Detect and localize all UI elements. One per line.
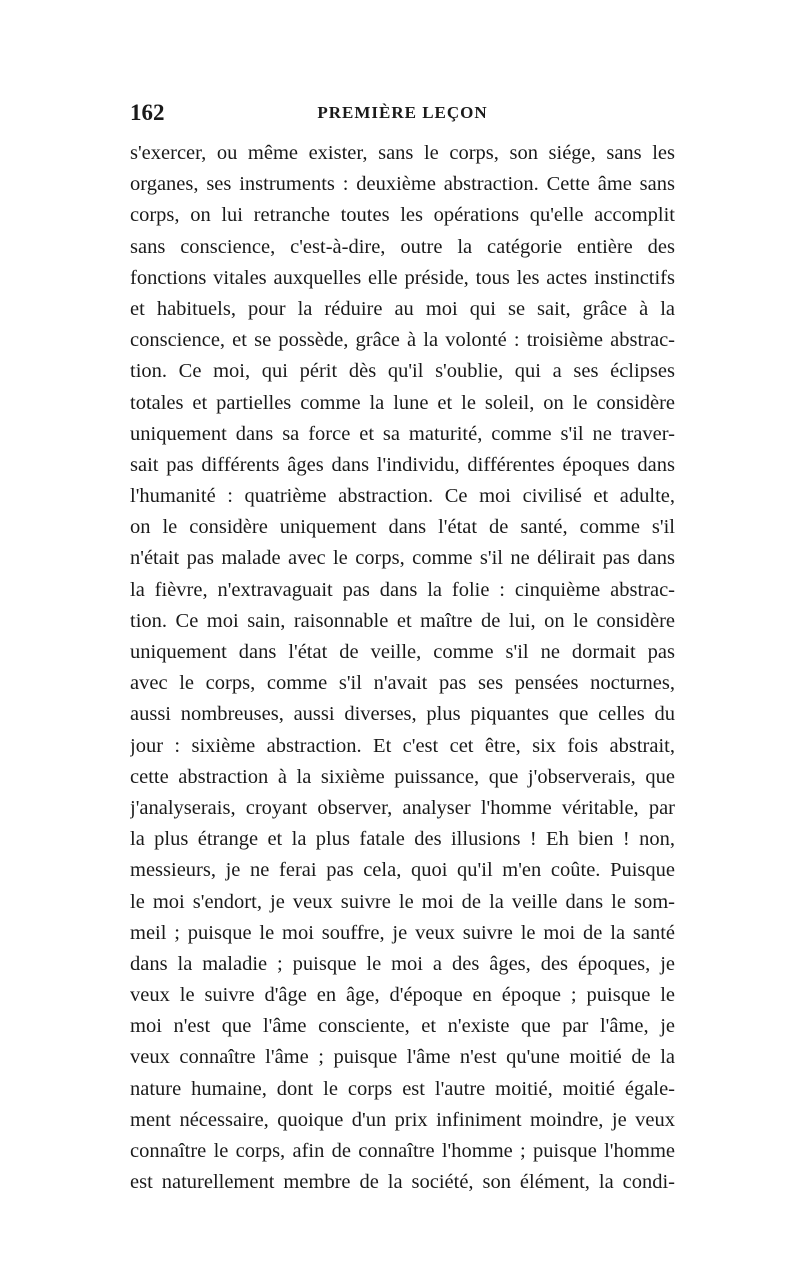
text-line: fonctions vitales auxquelles elle préside, tous les actes instinctifs — [130, 266, 675, 289]
text-line: tion. Ce moi sain, raisonnable et maître de lui, on le considère — [130, 609, 675, 632]
text-line: uniquement dans l'état de veille, comme s'il ne dormait pas — [130, 641, 675, 663]
text-line: uniquement dans sa force et sa maturité, comme s'il ne traver- — [130, 422, 675, 445]
text-line: avec le corps, comme s'il n'avait pas ses pensées nocturnes, — [130, 672, 675, 695]
text-line: dans la maladie ; puisque le moi a des âges, des époques, je — [130, 952, 675, 975]
text-line: j'analyserais, croyant observer, analyser l'homme véritable, par — [130, 796, 675, 819]
text-line: nature humaine, dont le corps est l'autre moitié, moitié égale- — [130, 1077, 675, 1100]
text-line: l'humanité : quatrième abstraction. Ce moi civilisé et adulte, — [130, 485, 675, 508]
page-number: 162 — [130, 100, 165, 125]
text-line: totales et partielles comme la lune et le soleil, on le considère — [130, 391, 675, 414]
text-line: n'était pas malade avec le corps, comme s'il ne délirait pas dans — [130, 547, 675, 570]
text-line: moi n'est que l'âme consciente, et n'existe que par l'âme, je — [130, 1015, 675, 1038]
text-line: connaître le corps, afin de connaître l'homme ; puisque l'homme — [130, 1140, 675, 1162]
running-head — [130, 96, 675, 130]
text-line: meil ; puisque le moi souffre, je veux suivre le moi de la santé — [130, 921, 675, 944]
text-line: cette abstraction à la sixième puissance, que j'observerais, que — [130, 765, 675, 788]
text-line: la plus étrange et la plus fatale des illusions ! Eh bien ! non, — [130, 828, 675, 851]
text-line: messieurs, je ne ferai pas cela, quoi qu'il m'en coûte. Puisque — [130, 859, 675, 882]
text-line: sait pas différents âges dans l'individu, différentes époques dans — [130, 453, 675, 476]
text-line: veux le suivre d'âge en âge, d'époque en époque ; puisque le — [130, 984, 675, 1007]
text-line: s'exercer, ou même exister, sans le corps, son siége, sans les — [130, 142, 675, 164]
text-line: conscience, et se possède, grâce à la volonté : troisième abstrac- — [130, 329, 675, 352]
text-line: le moi s'endort, je veux suivre le moi de la veille dans le som- — [130, 890, 675, 913]
text-line: jour : sixième abstraction. Et c'est cet être, six fois abstrait, — [130, 734, 675, 757]
text-line: on le considère uniquement dans l'état de santé, comme s'il — [130, 516, 675, 539]
running-title: PREMIÈRE LEÇON — [317, 103, 488, 122]
text-line: la fièvre, n'extravaguait pas dans la folie : cinquième abstrac- — [130, 578, 675, 601]
text-line: tion. Ce moi, qui périt dès qu'il s'oublie, qui a ses éclipses — [130, 360, 675, 383]
text-line: veux connaître l'âme ; puisque l'âme n'est qu'une moitié de la — [130, 1046, 675, 1069]
text-line: aussi nombreuses, aussi diverses, plus piquantes que celles du — [130, 703, 675, 726]
body-text — [130, 138, 675, 1198]
text-line: ment nécessaire, quoique d'un prix infiniment moindre, je veux — [130, 1108, 675, 1131]
text-line: corps, on lui retranche toutes les opérations qu'elle accomplit — [130, 204, 675, 227]
text-line: est naturellement membre de la société, son élément, la condi- — [130, 1171, 675, 1194]
text-line: organes, ses instruments : deuxième abstraction. Cette âme sans — [130, 173, 675, 196]
text-line: et habituels, pour la réduire au moi qui se sait, grâce à la — [130, 297, 675, 320]
text-line: sans conscience, c'est-à-dire, outre la catégorie entière des — [130, 235, 675, 258]
